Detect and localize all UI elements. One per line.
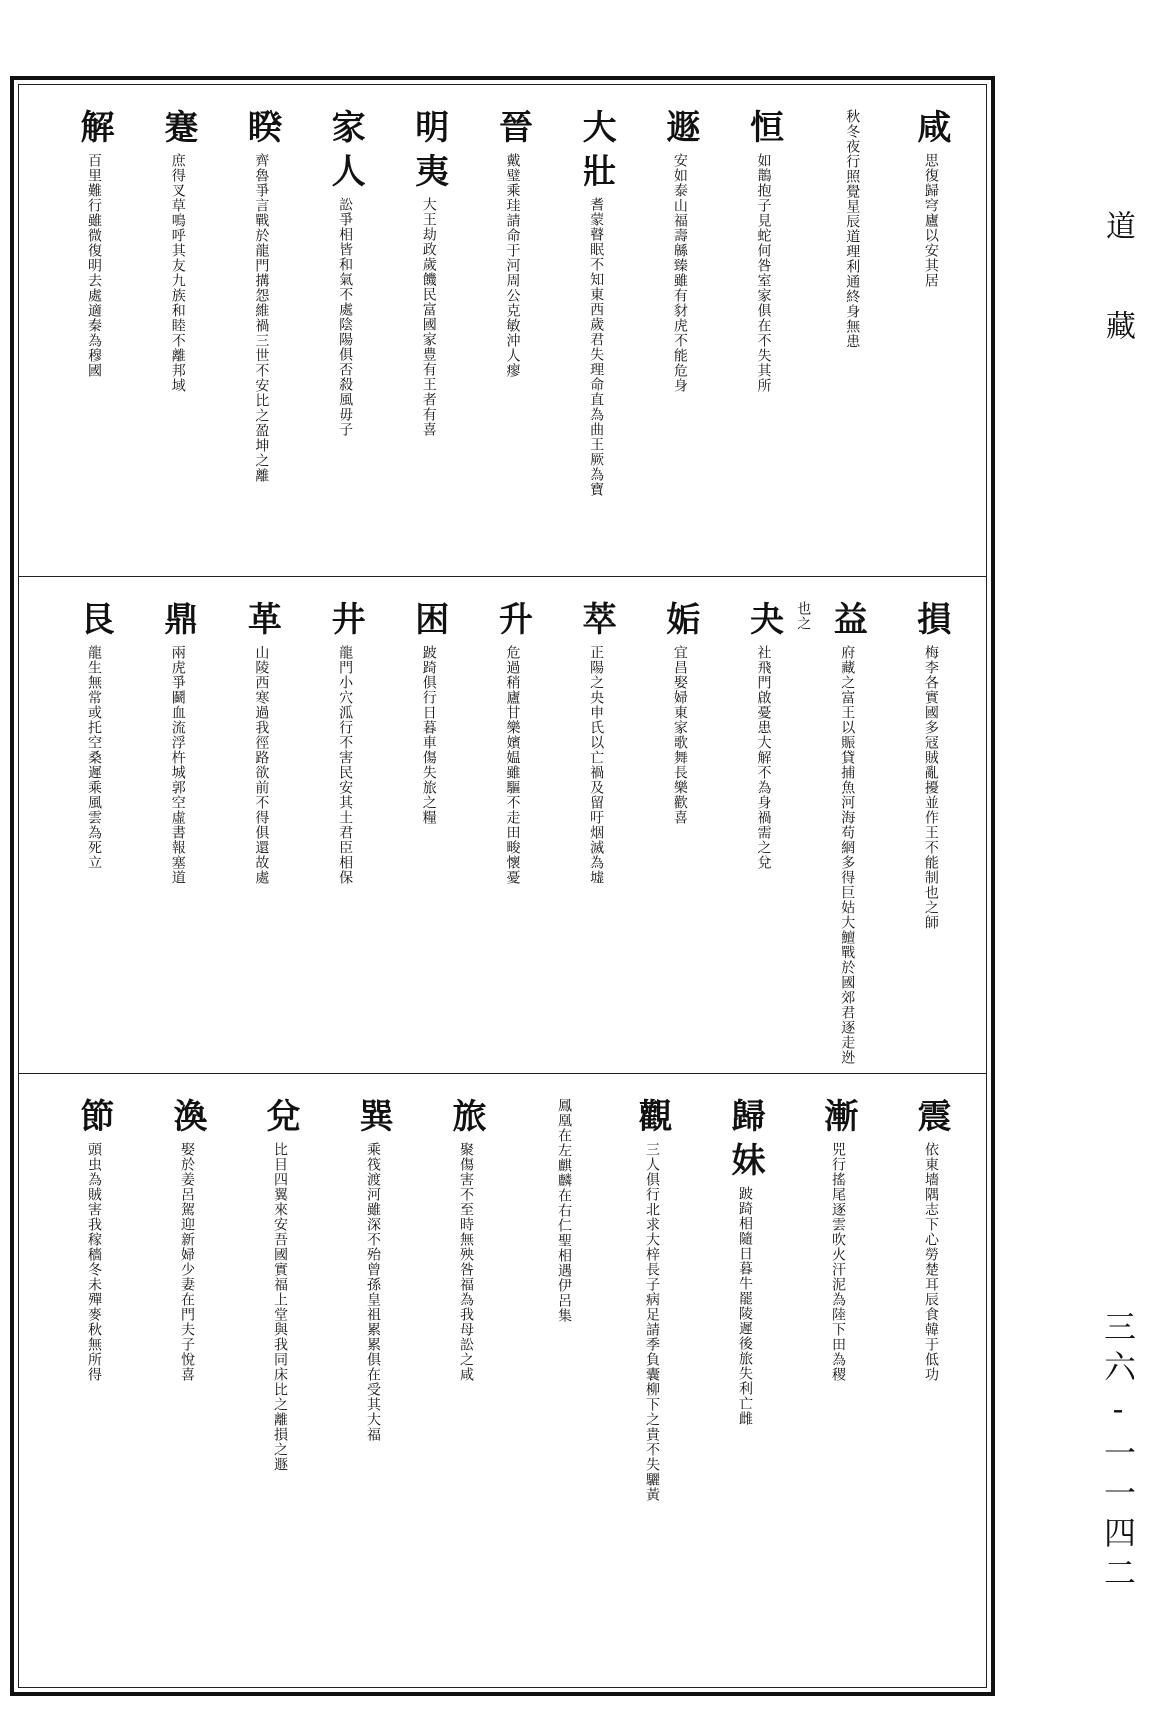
verse-text: 府藏之富王以賑貸捕魚河海苟網多得巨姑大鱣戰於國郊君逐走迯也之 [795, 601, 856, 1065]
hexagram-heading: 損 [910, 601, 951, 645]
hexagram-heading: 巽 [353, 1098, 393, 1142]
hexagram-heading: 恒 [743, 109, 784, 153]
text-column [710, 1098, 770, 1689]
text-column [645, 109, 705, 575]
text-column [729, 601, 789, 1072]
verse-text: 娶於姜呂駕迎新婦少妻在門夫子悅喜 [179, 1142, 195, 1382]
text-column [896, 601, 956, 1072]
verse-text: 山陵西寒過我徑路欲前不得俱還故處 [253, 645, 270, 885]
hexagram-heading: 夬 [743, 601, 784, 645]
verse-text: 秋冬夜行照覺星辰道理利通終身無患 [844, 109, 861, 349]
hexagram-heading: 姤 [659, 601, 700, 645]
text-band-3 [19, 1074, 986, 1689]
text-column [143, 109, 203, 575]
hexagram-heading: 蹇 [157, 109, 198, 153]
text-column [477, 601, 537, 1072]
text-column [477, 109, 537, 575]
verse-text: 耆蒙瞽眠不知東西歲君失理命直為曲王厥為寶 [588, 197, 605, 497]
verse-text: 頭虫為賊害我稼穡冬未殫麥秋無所得 [86, 1142, 102, 1382]
text-column [59, 109, 119, 575]
text-frame [10, 76, 995, 1696]
verse-text: 鳳凰在左麒麟在右仁聖相遇伊呂集 [556, 1098, 572, 1323]
hexagram-heading: 旅 [446, 1098, 486, 1142]
text-column [338, 1098, 398, 1689]
verse-text: 思復歸穹廬以安其居 [922, 153, 939, 288]
verse-text: 比目四翼來安吾國實福上堂與我同床比之離損之遯 [272, 1142, 288, 1472]
hexagram-heading: 歸妹 [725, 1098, 765, 1186]
hexagram-heading: 井 [325, 601, 366, 645]
text-column [394, 601, 454, 1072]
hexagram-heading: 觀 [632, 1098, 672, 1142]
hexagram-heading: 咸 [910, 109, 951, 153]
hexagram-heading: 震 [911, 1098, 951, 1142]
text-column [617, 1098, 677, 1689]
verse-text: 梅李各實國多冦賊亂擾並作王不能制也之師 [922, 645, 939, 930]
hexagram-heading: 睽 [241, 109, 282, 153]
verse-text: 兩虎爭鬬血流浮杵城郭空虛書報塞道 [169, 645, 186, 885]
hexagram-heading: 兌 [260, 1098, 300, 1142]
text-band-2 [19, 577, 986, 1072]
text-column [59, 1098, 119, 1689]
collection-title: 道藏 [1100, 210, 1135, 410]
text-column [310, 601, 370, 1072]
text-column [896, 109, 956, 575]
hexagram-heading: 艮 [74, 601, 114, 645]
verse-text: 跛踦俱行日暮車傷失旅之糧 [420, 645, 437, 825]
text-band-1 [19, 85, 986, 575]
hexagram-heading: 遯 [659, 109, 700, 153]
text-column [803, 1098, 863, 1689]
text-column [524, 1098, 584, 1689]
page-number: 三六-一一四二 [1099, 1310, 1137, 1596]
text-column [729, 109, 789, 575]
text-column [561, 601, 621, 1072]
hexagram-heading: 明夷 [408, 109, 449, 197]
text-column [226, 601, 286, 1072]
verse-text: 齊魯爭言戰於龍門搆怨維禍三世不安比之盈坤之離 [253, 153, 270, 483]
verse-text: 乘筏渡河雖深不殆曾孫皇祖累累俱在受其大福 [365, 1142, 381, 1442]
text-column [59, 601, 119, 1072]
hexagram-heading: 萃 [576, 601, 617, 645]
hexagram-heading: 大壯 [576, 109, 617, 197]
verse-text: 龍門小穴泒行不害民安其土君臣相保 [337, 645, 354, 885]
hexagram-heading: 節 [74, 1098, 114, 1142]
text-column [561, 109, 621, 575]
verse-text: 戴璧乘珪請命于河周公克敏沖人瘳 [504, 153, 521, 378]
verse-text: 兕行搖尾逐雲吹火汗泥為陸下田為稷 [830, 1142, 846, 1382]
verse-text: 庶得叉草鳴呼其友九族和睦不離邦域 [169, 153, 186, 393]
hexagram-heading: 革 [241, 601, 282, 645]
verse-text: 訟爭相皆和氣不處陰陽俱否殺風毋子 [337, 197, 354, 437]
hexagram-heading: 益 [827, 601, 868, 645]
verse-text: 龍生無常或托空桑遲乘風雲為死立 [86, 645, 102, 870]
verse-text: 安如泰山福壽緜臻雖有豺虎不能危身 [671, 153, 688, 393]
text-column [310, 109, 370, 575]
text-column [795, 601, 872, 1072]
text-frame-inner [18, 84, 987, 1688]
verse-text: 危過稍廬甘樂嬪媪雖驅不走田畯懷憂 [504, 645, 521, 885]
verse-text: 依東墻隅志下心勞楚耳辰食韓于低功 [923, 1142, 939, 1382]
hexagram-heading: 困 [408, 601, 449, 645]
verse-text: 聚傷害不至時無殃咎福為我母訟之咸 [458, 1142, 474, 1382]
text-column [812, 109, 872, 575]
verse-text: 三人俱行北求大梓長子病足請季負囊柳下之貴不失驪黃 [644, 1142, 660, 1502]
verse-text: 如鵲抱子見蛇何咎室家俱在不失其所 [755, 153, 772, 393]
verse-text: 大王劫政歲饑民富國家豊有王者有喜 [420, 197, 437, 437]
verse-text: 社飛門啟憂患大解不為身禍需之兌 [755, 645, 772, 870]
hexagram-heading: 鼎 [157, 601, 198, 645]
hexagram-heading: 晉 [492, 109, 533, 153]
verse-text: 正陽之央申氏以亡禍及留吁烟滅為墟 [588, 645, 605, 885]
text-column [394, 109, 454, 575]
text-column [143, 601, 203, 1072]
text-column [431, 1098, 491, 1689]
hexagram-heading: 家人 [325, 109, 366, 197]
text-column [896, 1098, 956, 1689]
verse-text: 百里難行雖微復明去處適秦為穆國 [86, 153, 102, 378]
hexagram-heading: 渙 [167, 1098, 207, 1142]
text-column [645, 601, 705, 1072]
hexagram-heading: 解 [74, 109, 114, 153]
text-column [245, 1098, 305, 1689]
hexagram-heading: 升 [492, 601, 533, 645]
text-column [152, 1098, 212, 1689]
hexagram-heading: 漸 [818, 1098, 858, 1142]
verse-text: 跛踦相隨日暮牛罷陵遲後旅失利亡雌 [737, 1186, 753, 1426]
text-column [226, 109, 286, 575]
verse-text: 宜昌娶婦東家歌舞長樂歡喜 [671, 645, 688, 825]
